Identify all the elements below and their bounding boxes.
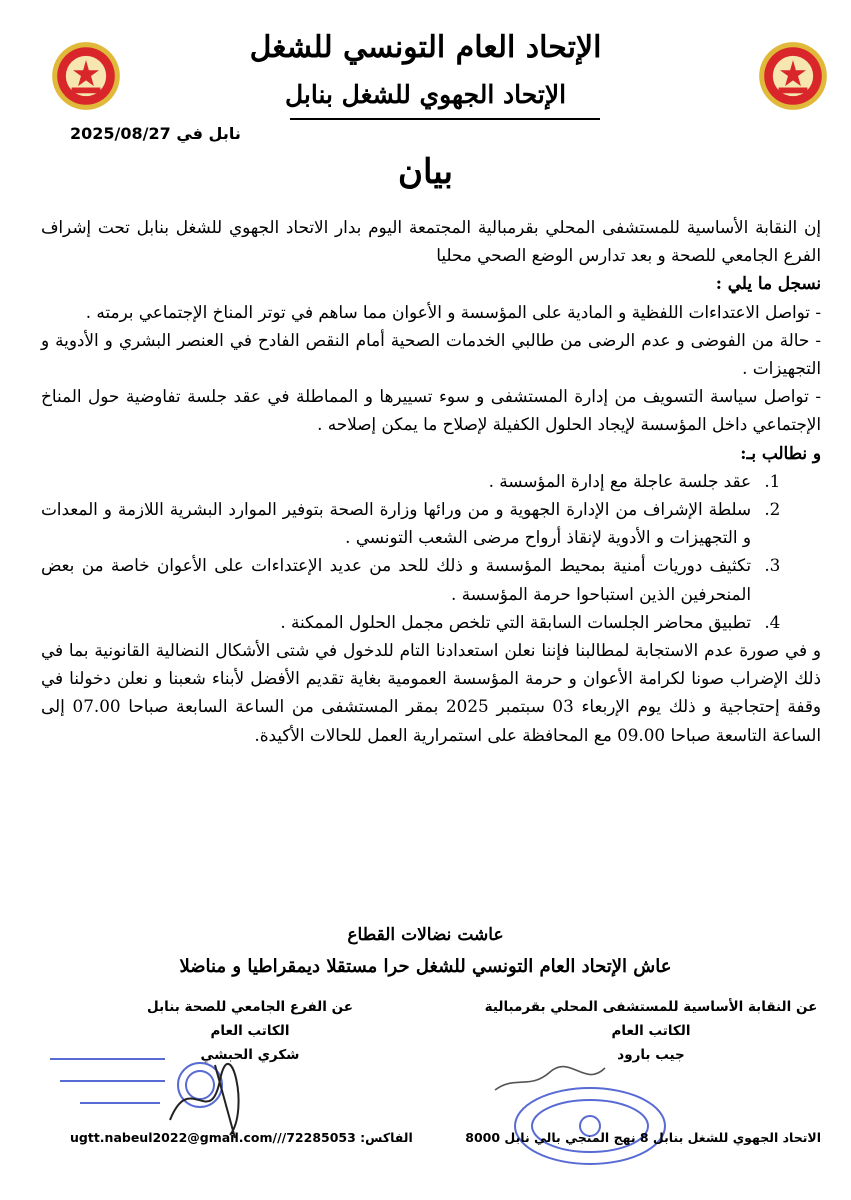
signatory-name: جيب بارود bbox=[617, 1047, 685, 1063]
handwritten-signature-icon bbox=[160, 1060, 280, 1140]
slogan-sector: عاشت نضالات القطاع bbox=[347, 925, 504, 945]
demand-item: 1. عقد جلسة عاجلة مع إدارة المؤسسة . bbox=[41, 467, 759, 495]
ugtt-logo-icon bbox=[50, 40, 122, 112]
findings-heading: نسجل ما يلي : bbox=[715, 273, 821, 294]
statement-body bbox=[41, 213, 821, 749]
demand-item: 4. تطبيق محاضر الجلسات السابقة التي تلخص مجمل الحلول الممكنة . bbox=[41, 608, 759, 636]
official-stamp-icon bbox=[510, 1082, 670, 1170]
demand-item: 3. تكثيف دوريات أمنية بمحيط المؤسسة و ذلك للحد من عديد الإعتداءات على الأعوان خاصة من بعض المنحرفين الذين استباحوا حرمة المؤسسة . bbox=[41, 551, 759, 607]
demand-item: 2. سلطة الإشراف من الإدارة الجهوية و من ورائها وزارة الصحة بتوفير الموارد البشرية اللازمة و المعدات و التجهيزات و الأدوية لإنقاذ أرواح مرضى الشعب التونسي . bbox=[41, 495, 759, 551]
page-footer bbox=[50, 1130, 821, 1150]
demands-list bbox=[41, 467, 821, 636]
footer-address: الاتحاد الجهوي للشغل بنابل 8 نهج المنجي بالي نابل 8000 bbox=[465, 1130, 821, 1145]
intro-paragraph: إن النقابة الأساسية للمستشفى المحلي بقرمبالية المجتمعة اليوم بدار الاتحاد الجهوي للشغل بنابل تحت إشراف الفرع الجامعي للصحة و بعد تدارس الوضع الصحي محليا bbox=[41, 217, 821, 266]
signatory-role: الكاتب العام bbox=[210, 1023, 290, 1039]
finding-item: - تواصل الاعتداءات اللفظية و المادية على المؤسسة و الأعوان مما ساهم في توتر المناخ الإجتماعي برمته . bbox=[85, 301, 821, 322]
signatory-org: عن الفرع الجامعي للصحة بنابل bbox=[147, 999, 353, 1015]
signatory-name: شكري الحبشي bbox=[200, 1047, 300, 1063]
document-title: بيان bbox=[397, 152, 454, 192]
ugtt-logo-icon bbox=[757, 40, 829, 112]
place-date: نابل في 2025/08/27 bbox=[70, 124, 241, 143]
signatory-org: عن النقابة الأساسية للمستشفى المحلي بقرمبالية bbox=[484, 999, 818, 1015]
header-underline bbox=[290, 118, 600, 120]
finding-item: - حالة من الفوضى و عدم الرضى من طالبي الخدمات الصحية أمام النقص الفادح في العنصر البشري و الأدوية و التجهيزات . bbox=[41, 329, 821, 379]
signatory-role: الكاتب العام bbox=[611, 1023, 691, 1039]
slogan-union: عاش الإتحاد العام التونسي للشغل حرا مستقلا ديمقراطيا و مناضلا bbox=[179, 956, 672, 977]
signature-block-union bbox=[481, 995, 821, 1067]
finding-item: - تواصل سياسة التسويف من إدارة المستشفى و سوء تسييرها و المماطلة في عقد جلسة تفاوضية حول المناخ الإجتماعي داخل المؤسسة لإيجاد الحلول الكفيلة لإصلاح ما يمكن إصلاحه . bbox=[41, 386, 821, 435]
demands-heading: و نطالب بـ: bbox=[740, 442, 821, 463]
footer-contact: ugtt.nabeul2022@gmail.com///72285053 :الفاكس bbox=[70, 1130, 413, 1145]
regional-union-name: الإتحاد الجهوي للشغل بنابل bbox=[284, 80, 567, 109]
closing-paragraph: و في صورة عدم الاستجابة لمطالبنا فإننا نعلن استعدادنا التام للدخول في شتى الأشكال النضالية القانونية بما في ذلك الإضراب صونا لكرامة الأعوان و حرمة المؤسسة العمومية بغاية تقديم الأفضل لأبناء شعبنا و نعلن دخولنا في وقفة إحتجاجية و ذلك يوم الإربعاء 03 سبتمبر 2025 بمقر المستشفى من الساعة السابعة صباحا 07.00 إلى الساعة التاسعة صباحا 09.00 مع المحافظة على استمرارية العمل للحالات الأكيدة. bbox=[41, 640, 821, 745]
organization-name: الإتحاد العام التونسي للشغل bbox=[249, 30, 602, 65]
